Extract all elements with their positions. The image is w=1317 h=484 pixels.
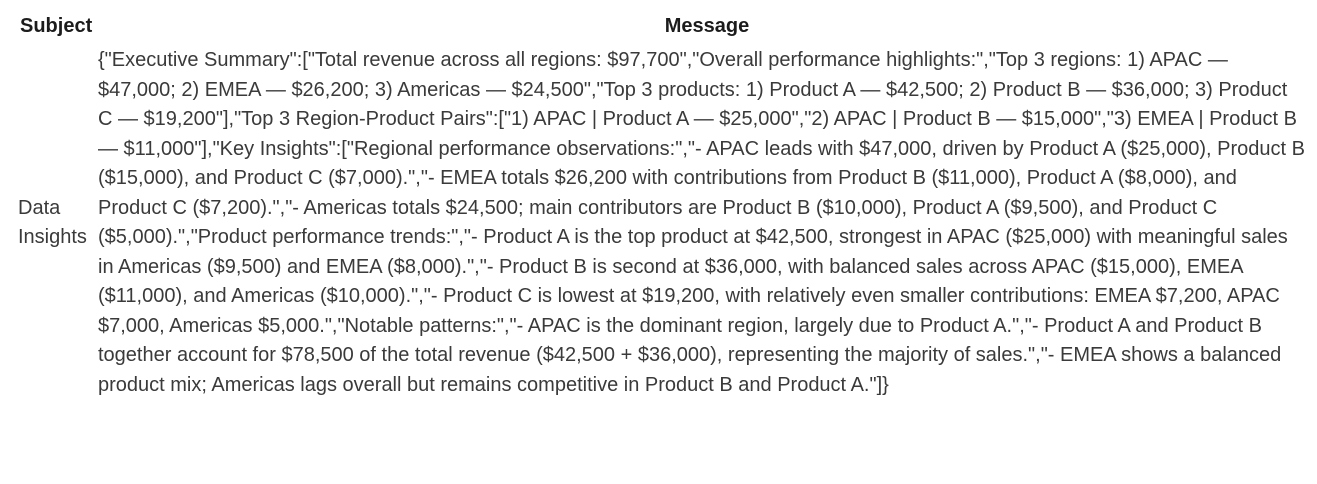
subject-cell: Data Insights <box>18 196 87 248</box>
message-cell: {"Executive Summary":["Total revenue across all regions: $97,700","Overall performance highlights:","Top 3 regions: 1) APAC — $47,000; 2) EMEA — $26,200; 3) Americas — $24,500","Top 3 products: 1) Product A — $42,500; 2) Product B — $36,000; 3) Product C — $19,200"],"Top 3 Region-Product Pairs":["1) APAC | Product A — $25,000","2) APAC | Product B — $15,000","3) EMEA | Product B — $11,000"],"Key Insights":["Regional performance observations:","- APAC leads with $47,000, driven by Product A ($25,000), Product B ($15,000), and Product C ($7,000).","- EMEA totals $26,200 with contributions from Product B ($11,000), Product A ($8,000), and Product C ($7,200).","- Americas totals $24,500; main contributors are Product B ($10,000), Product A ($9,500), and Product C ($5,000).","Product performance trends:","- Product A is the top product at $42,500, strongest in APAC ($25,000) with meaningful sales in Americas ($9,500) and EMEA ($8,000).","- Product B is second at $36,000, with balanced sales across APAC ($15,000), EMEA ($11,000), and Americas ($10,000).","- Product C is lowest at $19,200, with relatively even smaller contributions: EMEA $7,200, APAC $7,000, Americas $5,000.","Notable patterns:","- APAC is the dominant region, largely due to Product A.","- Product A and Product B together account for $78,500 of the total revenue ($42,500 + $36,000), representing the majority of sales.","- EMEA shows a balanced product mix; Americas lags overall but remains competitive in Product B and Product A."]} <box>98 49 1305 396</box>
table-header-row <box>0 0 1317 45</box>
column-header-message: Message <box>664 15 750 37</box>
column-header-subject: Subject <box>20 15 93 37</box>
table-row <box>0 45 1317 401</box>
